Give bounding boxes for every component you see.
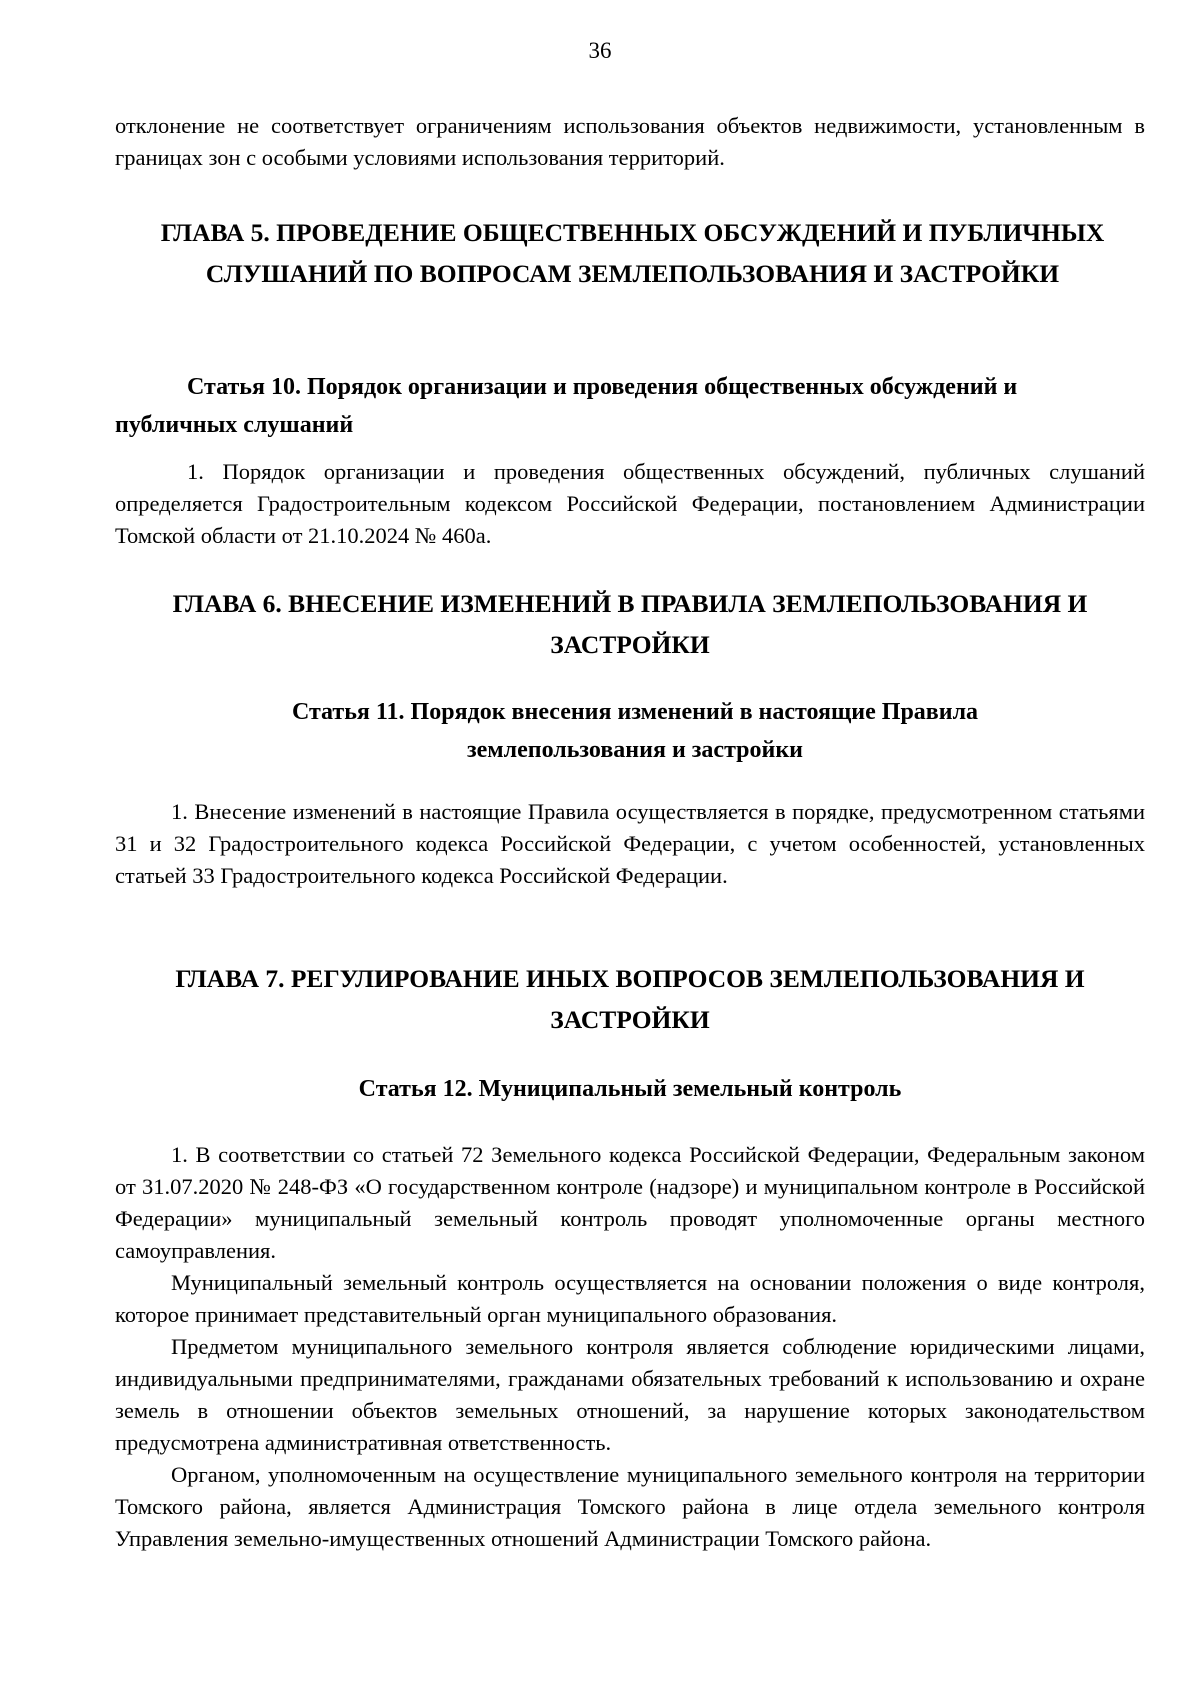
chapter-7-title: ГЛАВА 7. РЕГУЛИРОВАНИЕ ИНЫХ ВОПРОСОВ ЗЕМЛЕПОЛЬЗОВАНИЯ И ЗАСТРОЙКИ	[175, 964, 1085, 1034]
article-12-paragraph-2: Муниципальный земельный контроль осуществляется на основании положения о виде контроля, которое принимает представительный орган муниципального образования.	[115, 1270, 1145, 1327]
chapter-6-heading-block	[115, 583, 1145, 665]
article-11-body	[115, 796, 1145, 892]
page-number: 36	[588, 38, 612, 63]
article-12-paragraph-3: Предметом муниципального земельного контроля является соблюдение юридическими лицами, индивидуальными предпринимателями, гражданами обязательных требований к использованию и охране земель в отношении объектов земельных отношений, за нарушение которых законодательством предусмотрена административная ответственность.	[115, 1334, 1145, 1455]
article-10-title: Статья 10. Порядок организации и проведения общественных обсуждений и публичных слушаний	[115, 374, 1018, 438]
chapter-7-heading-block	[115, 958, 1145, 1040]
chapter-6-title: ГЛАВА 6. ВНЕСЕНИЕ ИЗМЕНЕНИЙ В ПРАВИЛА ЗЕМЛЕПОЛЬЗОВАНИЯ И ЗАСТРОЙКИ	[172, 589, 1088, 659]
intro-section	[115, 110, 1145, 174]
article-10-block	[115, 368, 1145, 552]
article-12-title: Статья 12. Муниципальный земельный контроль	[358, 1076, 902, 1102]
article-12-paragraph-1: 1. В соответствии со статьей 72 Земельного кодекса Российской Федерации, Федеральным законом от 31.07.2020 № 248-ФЗ «О государственном контроле (надзоре) и муниципальном контроле в Российской Федерации» муниципальный земельный контроль проводят уполномоченные органы местного самоуправления.	[115, 1142, 1145, 1263]
chapter-5-title: ГЛАВА 5. ПРОВЕДЕНИЕ ОБЩЕСТВЕННЫХ ОБСУЖДЕНИЙ И ПУБЛИЧНЫХ СЛУШАНИЙ ПО ВОПРОСАМ ЗЕМЛЕПОЛЬЗОВАНИЯ И ЗАСТРОЙКИ	[160, 218, 1105, 288]
chapter-5-heading-block	[140, 212, 1125, 294]
article-12-body	[115, 1139, 1145, 1555]
article-12-paragraph-4: Органом, уполномоченным на осуществление муниципального земельного контроля на территории Томского района, является Администрация Томского района в лице отдела земельного контроля Управления земельно-имущественных отношений Администрации Томского района.	[115, 1462, 1145, 1551]
top-paragraph: отклонение не соответствует ограничениям использования объектов недвижимости, установленным в границах зон с особыми условиями использования территорий.	[115, 113, 1145, 170]
article-12-heading-block	[115, 1070, 1145, 1108]
article-11-title: Статья 11. Порядок внесения изменений в настоящие Правила землепользования и застройки	[291, 699, 979, 763]
article-11-heading-block	[215, 693, 1055, 769]
article-11-paragraph-1: 1. Внесение изменений в настоящие Правила осуществляется в порядке, предусмотренном статьями 31 и 32 Градостроительного кодекса Российской Федерации, с учетом особенностей, установленных статьей 33 Градостроительного кодекса Российской Федерации.	[115, 799, 1145, 888]
article-10-paragraph-1: 1. Порядок организации и проведения общественных обсуждений, публичных слушаний определяется Градостроительным кодексом Российской Федерации, постановлением Администрации Томской области от 21.10.2024 № 460а.	[115, 459, 1145, 548]
